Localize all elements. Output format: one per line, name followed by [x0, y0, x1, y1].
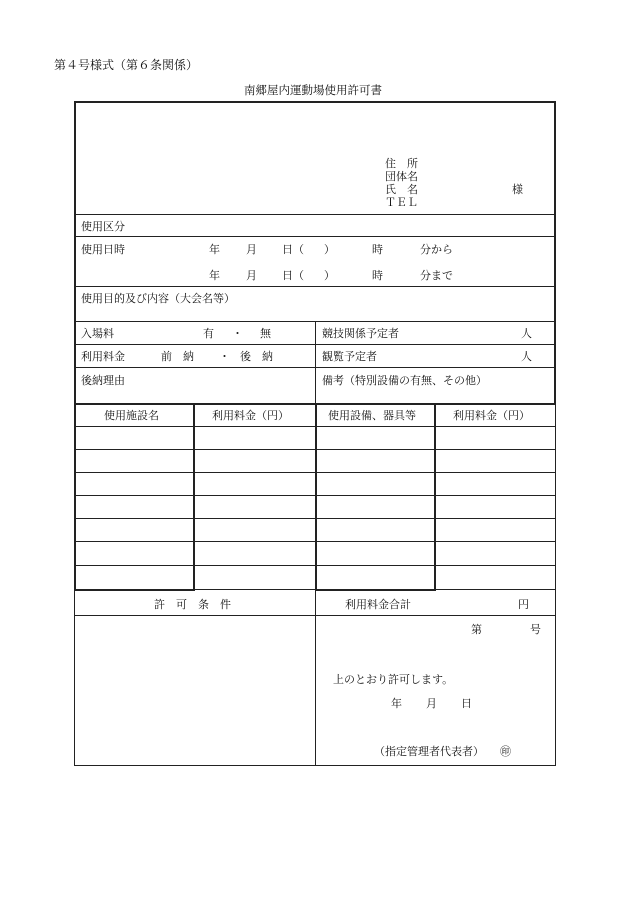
hour-text: 時	[372, 269, 383, 282]
usage-category-label: 使用区分	[81, 220, 125, 233]
admission-label: 入場料	[81, 327, 114, 340]
month-text: 月	[246, 243, 257, 256]
permit-year: 年	[391, 697, 402, 710]
address-label: 住 所	[385, 157, 418, 170]
admission-dot: ・	[232, 327, 243, 340]
form-number: 第４号様式（第６条関係）	[54, 58, 199, 72]
facility-header: 使用施設名	[104, 409, 159, 422]
postpay-reason-label: 後納理由	[81, 374, 125, 387]
year-text: 年	[209, 269, 220, 282]
fee-header-2: 利用料金（円）	[453, 409, 530, 422]
usage-datetime-label: 使用日時	[81, 243, 125, 256]
year-text: 年	[209, 243, 220, 256]
admission-yes: 有	[203, 327, 214, 340]
hour-text: 時	[372, 243, 383, 256]
admission-no: 無	[260, 327, 271, 340]
spectators-unit: 人	[521, 350, 532, 363]
permit-month: 月	[426, 697, 437, 710]
form-title: 南郷屋内運動場使用許可書	[244, 83, 382, 97]
competitors-label: 競技関係予定者	[322, 327, 399, 340]
manager-label: （指定管理者代表者）	[374, 745, 484, 758]
honorific: 様	[512, 183, 523, 196]
payment-dot: ・	[219, 350, 230, 363]
spectators-label: 観覧予定者	[322, 350, 377, 363]
prepay-text: 前 納	[161, 350, 194, 363]
competitors-unit: 人	[521, 327, 532, 340]
number-dai: 第	[471, 623, 482, 636]
day-text: 日（	[282, 269, 304, 282]
usage-purpose-label: 使用目的及び内容（大会名等）	[81, 292, 235, 305]
postpay-text: 後 納	[240, 350, 273, 363]
minute-from-text: 分から	[420, 243, 453, 256]
number-go: 号	[530, 623, 541, 636]
paren-close: ）	[324, 243, 335, 256]
permission-text: 上のとおり許可します。	[333, 673, 454, 686]
group-name-label: 団体名	[385, 170, 418, 183]
minute-to-text: 分まで	[420, 269, 453, 282]
permit-conditions-label: 許 可 条 件	[154, 598, 231, 611]
month-text: 月	[246, 269, 257, 282]
permit-day: 日	[461, 697, 472, 710]
usage-fee-label: 利用料金	[81, 350, 125, 363]
paren-close: ）	[324, 269, 335, 282]
equipment-header: 使用設備、器具等	[328, 409, 416, 422]
name-label: 氏 名	[385, 183, 418, 196]
remarks-label: 備考（特別設備の有無、その他）	[322, 374, 487, 387]
yen-unit: 円	[518, 598, 529, 611]
total-fee-label: 利用料金合計	[345, 598, 411, 611]
tel-label: ＴＥＬ	[385, 196, 418, 209]
fee-header-1: 利用料金（円）	[212, 409, 289, 422]
seal-mark: ㊞	[500, 745, 511, 758]
day-text: 日（	[282, 243, 304, 256]
